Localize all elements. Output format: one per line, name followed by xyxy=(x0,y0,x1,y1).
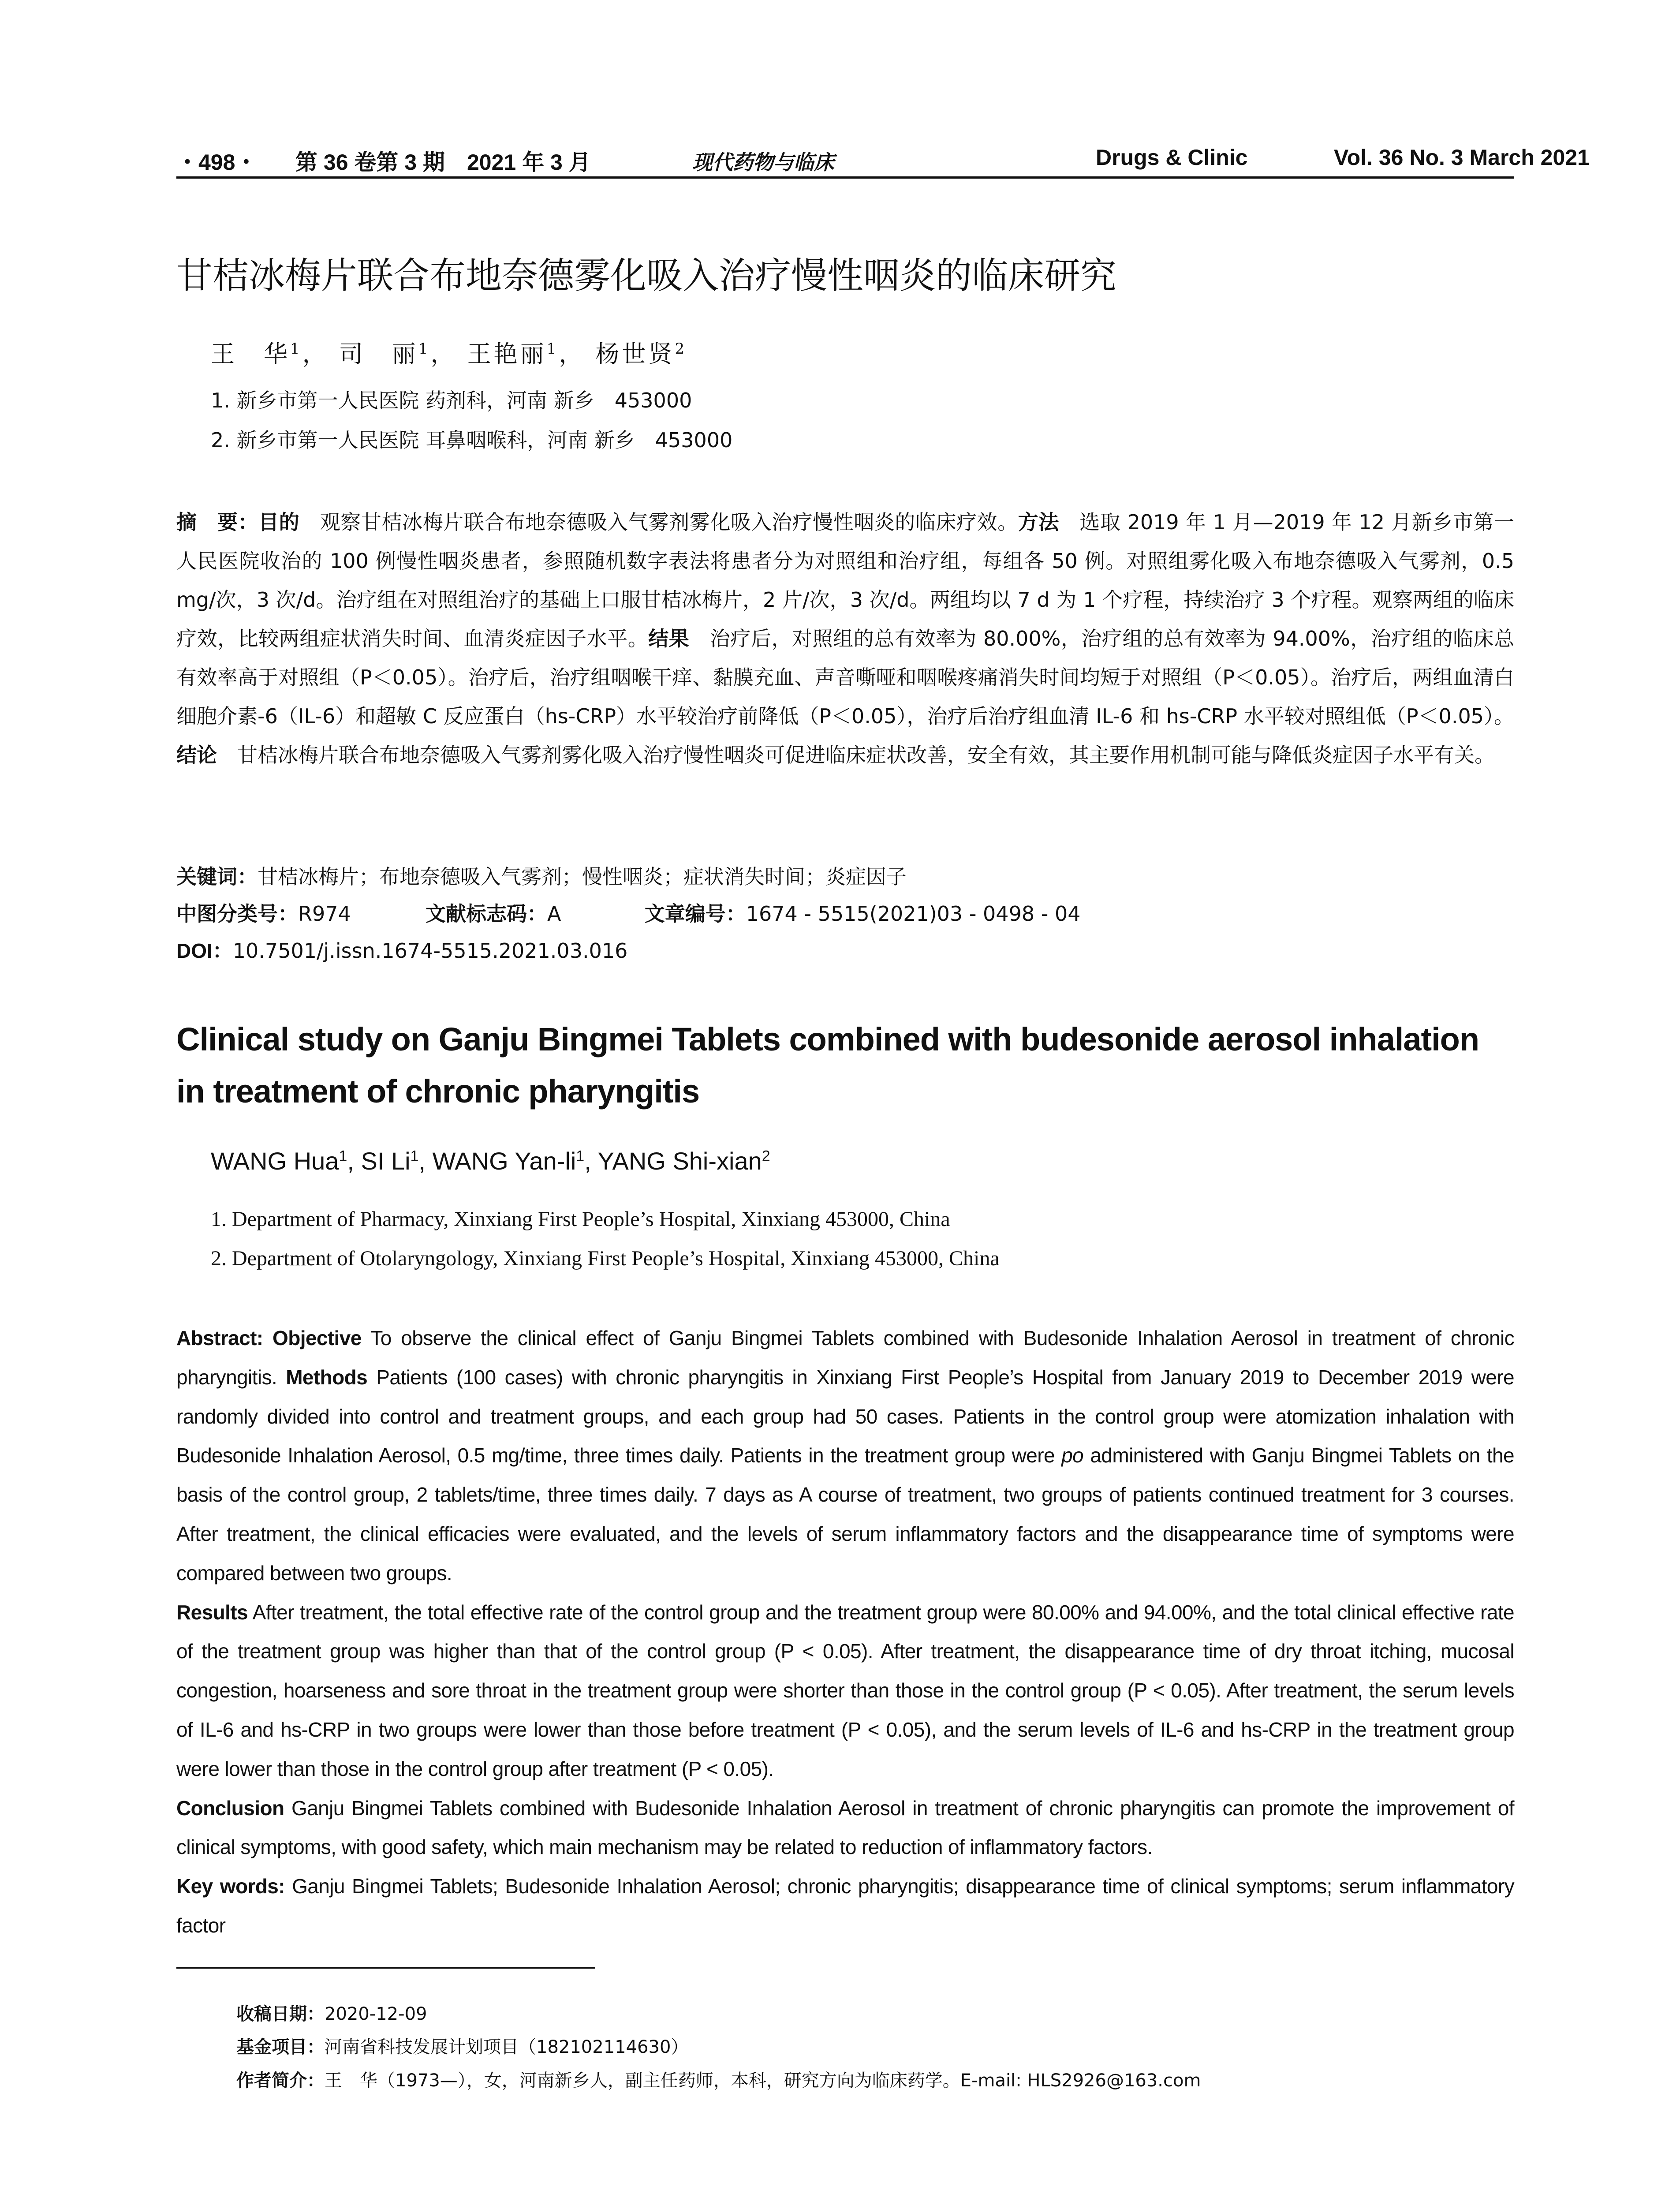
journal-name-en: Drugs & Clinic xyxy=(1096,145,1248,170)
results-text-cn: 治疗后，对照组的总有效率为 80.00%，治疗组的总有效率为 94.00%，治疗组的临床总有效率高于对照组（P＜0.05）。治疗后，治疗组咽喉干痒、黏膜充血、声音嘶哑和咽喉疼痛消失时间均短于对照组（P＜0.05）。治疗后，两组血清白细胞介素-6（IL-6）和超敏 C 反应蛋白（hs-CRP）水平较治疗前降低（P＜0.05），治疗后治疗组血清 IL-6 和 hs-CRP 水平较对照组低（P＜0.05）。 xyxy=(176,627,1515,728)
conclusion-label-en: Conclusion xyxy=(176,1796,284,1820)
author-cn: 王艳丽 xyxy=(467,340,547,368)
methods-label-cn: 方法 xyxy=(1018,511,1059,534)
keywords-en-label: Key words: xyxy=(176,1875,285,1898)
abstract-cn-label: 摘 要： xyxy=(176,511,259,534)
author-cn: 杨世贤 xyxy=(595,340,675,368)
abstract-en xyxy=(176,1319,1514,1945)
author-aff-mark: 1 xyxy=(290,340,302,358)
doc-code-value: A xyxy=(547,902,561,926)
doc-code-label: 文献标志码： xyxy=(426,902,548,925)
journal-name-cn: 现代药物与临床 xyxy=(692,150,834,174)
keywords-en-text: Ganju Bingmei Tablets; Budesonide Inhalation Aerosol; chronic pharyngitis; disappearance time of clinical symptoms; serum inflammatory factor xyxy=(176,1875,1514,1937)
footnote-received xyxy=(236,2000,427,2025)
affiliation-en-1: 1. Department of Pharmacy, Xinxiang First People’s Hospital, Xinxiang 453000, China xyxy=(211,1207,950,1231)
header-rule xyxy=(176,176,1514,179)
article-number-value: 1674 - 5515(2021)03 - 0498 - 04 xyxy=(746,902,1081,926)
conclusion-text-cn: 甘桔冰梅片联合布地奈德吸入气雾剂雾化吸入治疗慢性咽炎可促进临床症状改善，安全有效，其主要作用机制可能与降低炎症因子水平有关。 xyxy=(217,743,1495,767)
fund-value: 河南省科技发展计划项目（182102114630） xyxy=(325,2037,689,2057)
objective-label-en: Objective xyxy=(273,1327,362,1349)
objective-text-en: To observe the clinical effect of Ganju Bingmei Tablets combined with Budesonide Inhalation Aerosol in treatment of chronic pharyngitis. xyxy=(176,1327,1514,1389)
page-number: ・498・ xyxy=(176,150,258,175)
title-en: Clinical study on Ganju Bingmei Tablets combined with budesonide aerosol inhalation in treatment of chronic pharyngitis xyxy=(176,1021,1479,1110)
author-en: WANG Hua xyxy=(211,1147,339,1175)
author-aff-mark: 2 xyxy=(675,340,687,358)
fund-label: 基金项目： xyxy=(236,2037,325,2057)
abstract-cn xyxy=(176,503,1514,774)
author-en: SI Li xyxy=(361,1147,411,1175)
objective-label-cn: 目的 xyxy=(258,511,300,534)
authors-cn: 王 华$^1$， 司 丽$^1$， 王艳丽$^1$， 杨世贤$^2$ xyxy=(211,340,687,368)
methods-text-en: Patients (100 cases) with chronic pharyngitis in Xinxiang First People’s Hospital from January 2019 to December 2019 were randomly divided into control and treatment groups, and each group had 50 cases. Patients in the control group were atomization inhalation with Budesonide Inhalation Aerosol, 0.5 mg/time, three times daily. Patients in the treatment group were xyxy=(176,1365,1514,1467)
issue-cn: 第 36 卷第 3 期 2021 年 3 月 xyxy=(295,150,591,175)
footnote-author-bio xyxy=(236,2067,1201,2092)
author-aff-mark: 1 xyxy=(410,1147,419,1165)
footnote-fund xyxy=(236,2033,688,2058)
authors-en: WANG Hua$^1$, SI Li$^1$, WANG Yan-$li^1$, YANG Shi-xian$^2$ xyxy=(211,1147,770,1175)
bio-value: 王 华（1973—），女，河南新乡人，副主任药师，本科，研究方向为临床药学。E-mail: HLS2926@163.com xyxy=(325,2070,1201,2091)
author-aff-mark: 2 xyxy=(762,1147,770,1165)
doi-line xyxy=(176,935,627,964)
keywords-cn-label: 关键词： xyxy=(176,865,258,888)
methods-label-en: Methods xyxy=(286,1365,368,1389)
classification-line xyxy=(176,898,1081,927)
affiliation-en-2: 2. Department of Otolaryngology, Xinxiang First People’s Hospital, Xinxiang 453000, China xyxy=(211,1247,1000,1270)
keywords-cn-text: 甘桔冰梅片；布地奈德吸入气雾剂；慢性咽炎；症状消失时间；炎症因子 xyxy=(258,865,907,889)
abstract-en-label: Abstract: xyxy=(176,1327,263,1349)
article-number-label: 文章编号： xyxy=(644,902,746,925)
conclusion-label-cn: 结论 xyxy=(176,744,217,766)
bio-label: 作者简介： xyxy=(236,2070,325,2091)
affiliation-cn-2: 2. 新乡市第一人民医院 耳鼻咽喉科，河南 新乡 453000 xyxy=(211,428,733,452)
running-header xyxy=(176,140,1590,176)
author-aff-mark: 1 xyxy=(339,1147,347,1165)
issue-en: Vol. 36 No. 3 March 2021 xyxy=(1334,145,1590,170)
author-aff-mark: 1 xyxy=(576,1147,585,1165)
doi-label: DOI： xyxy=(176,939,233,962)
methods-italic-en: po xyxy=(1061,1444,1084,1467)
author-aff-mark: 1 xyxy=(546,340,559,358)
footnote-rule xyxy=(176,1967,595,1969)
author-en: WANG Yan-li xyxy=(432,1147,576,1175)
objective-text-cn: 观察甘桔冰梅片联合布地奈德吸入气雾剂雾化吸入治疗慢性咽炎的临床疗效。 xyxy=(299,510,1018,534)
author-en: YANG Shi-xian xyxy=(597,1147,762,1175)
author-aff-mark: 1 xyxy=(418,340,431,358)
clc-label: 中图分类号： xyxy=(176,902,298,925)
results-label-en: Results xyxy=(176,1600,248,1624)
affiliation-cn-1: 1. 新乡市第一人民医院 药剂科，河南 新乡 453000 xyxy=(211,389,692,412)
received-value: 2020-12-09 xyxy=(325,2004,427,2024)
received-label: 收稿日期： xyxy=(236,2004,325,2024)
conclusion-text-en: Ganju Bingmei Tablets combined with Budesonide Inhalation Aerosol in treatment of chronic pharyngitis can promote the improvement of clinical symptoms, with good safety, which main mechanism may be related to reduction of inflammatory factors. xyxy=(176,1796,1514,1859)
results-text-en: After treatment, the total effective rate of the control group and the treatment group were 80.00% and 94.00%, and the total clinical effective rate of the treatment group was higher than that of the control group (P < 0.05). After treatment, the disappearance time of dry throat itching, mucosal congestion, hoarseness and sore throat in the treatment group were shorter than those in the control group (P < 0.05). After treatment, the serum levels of IL-6 and hs-CRP in two groups were lower than those before treatment (P < 0.05), and the serum levels of IL-6 and hs-CRP in the treatment group were lower than those in the control group after treatment (P < 0.05). xyxy=(176,1600,1514,1780)
methods-text-cn: 选取 2019 年 1 月—2019 年 12 月新乡市第一人民医院收治的 100 例慢性咽炎患者，参照随机数字表法将患者分为对照组和治疗组，每组各 50 例。对照组雾化吸入布地奈德吸入气雾剂，0.5 mg/次，3 次/d。治疗组在对照组治疗的基础上口服甘桔冰梅片，2 片/次，3 次/d。两组均以 7 d 为 1 个疗程，持续治疗 3 个疗程。观察两组的临床疗效，比较两组症状消失时间、血清炎症因子水平。 xyxy=(176,510,1515,650)
methods-tail-en: administered with Ganju Bingmei Tablets on the basis of the control group, 2 tablets/time, three times daily. 7 days as A course of treatment, two groups of patients continued treatment for 3 courses. After treatment, the clinical efficacies were evaluated, and the levels of serum inflammatory factors and the disappearance time of symptoms were compared between two groups. xyxy=(176,1444,1514,1585)
author-cn: 王 华 xyxy=(211,340,290,368)
title-cn: 甘桔冰梅片联合布地奈德雾化吸入治疗慢性咽炎的临床研究 xyxy=(176,255,1117,297)
doi-value: 10.7501/j.issn.1674-5515.2021.03.016 xyxy=(232,939,628,963)
results-label-cn: 结果 xyxy=(648,627,690,650)
keywords-cn xyxy=(176,861,907,890)
clc-value: R974 xyxy=(298,902,351,926)
author-cn: 司 丽 xyxy=(339,340,418,368)
